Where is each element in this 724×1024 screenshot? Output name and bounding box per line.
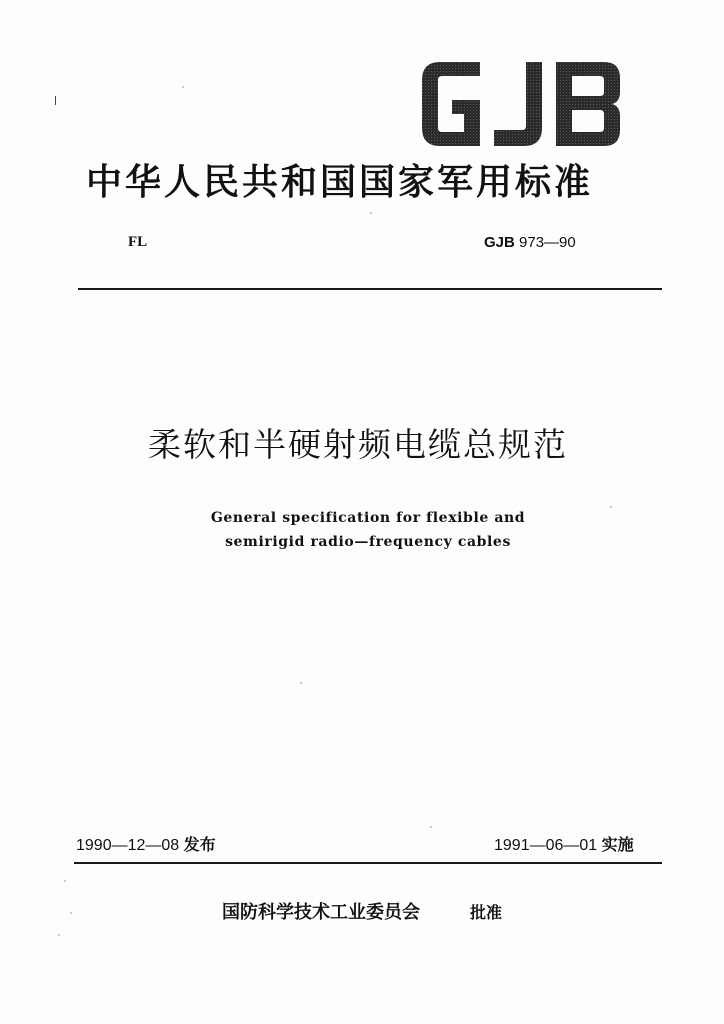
standard-prefix: GJB	[484, 234, 515, 251]
classification-code: FL	[128, 234, 148, 250]
approved-label: 批准	[470, 903, 503, 922]
footer-divider	[74, 862, 662, 864]
scan-speck	[300, 682, 302, 684]
scan-speck	[610, 506, 612, 508]
scan-speck	[58, 934, 60, 936]
document-title-chinese: 柔软和半硬射频电缆总规范	[148, 425, 568, 464]
scan-speck	[430, 826, 432, 828]
standard-number	[484, 234, 576, 251]
standard-number-value: 973—90	[519, 234, 576, 251]
scan-speck	[70, 912, 72, 914]
english-title-line-2: semirigid radio—frequency cables	[225, 534, 511, 550]
margin-mark	[55, 96, 56, 105]
national-standard-title: 中华人民共和国国家军用标准	[86, 161, 594, 203]
implementation-date-value: 1991—06—01	[494, 837, 598, 854]
approving-authority: 国防科学技术工业委员会	[222, 902, 420, 923]
english-title-line-1: General specification for flexible and	[210, 510, 526, 526]
header-divider	[78, 288, 662, 290]
issue-date-label: 发布	[183, 837, 216, 854]
issue-date	[76, 832, 216, 855]
scan-speck	[370, 212, 372, 214]
issue-date-value: 1990—12—08	[76, 837, 180, 854]
gjb-logo	[418, 58, 624, 150]
document-title-english	[188, 506, 548, 554]
implementation-date-label: 实施	[601, 837, 634, 854]
implementation-date	[494, 832, 634, 855]
scan-speck	[182, 86, 184, 88]
logo-text	[418, 58, 624, 150]
scan-speck	[64, 880, 66, 882]
